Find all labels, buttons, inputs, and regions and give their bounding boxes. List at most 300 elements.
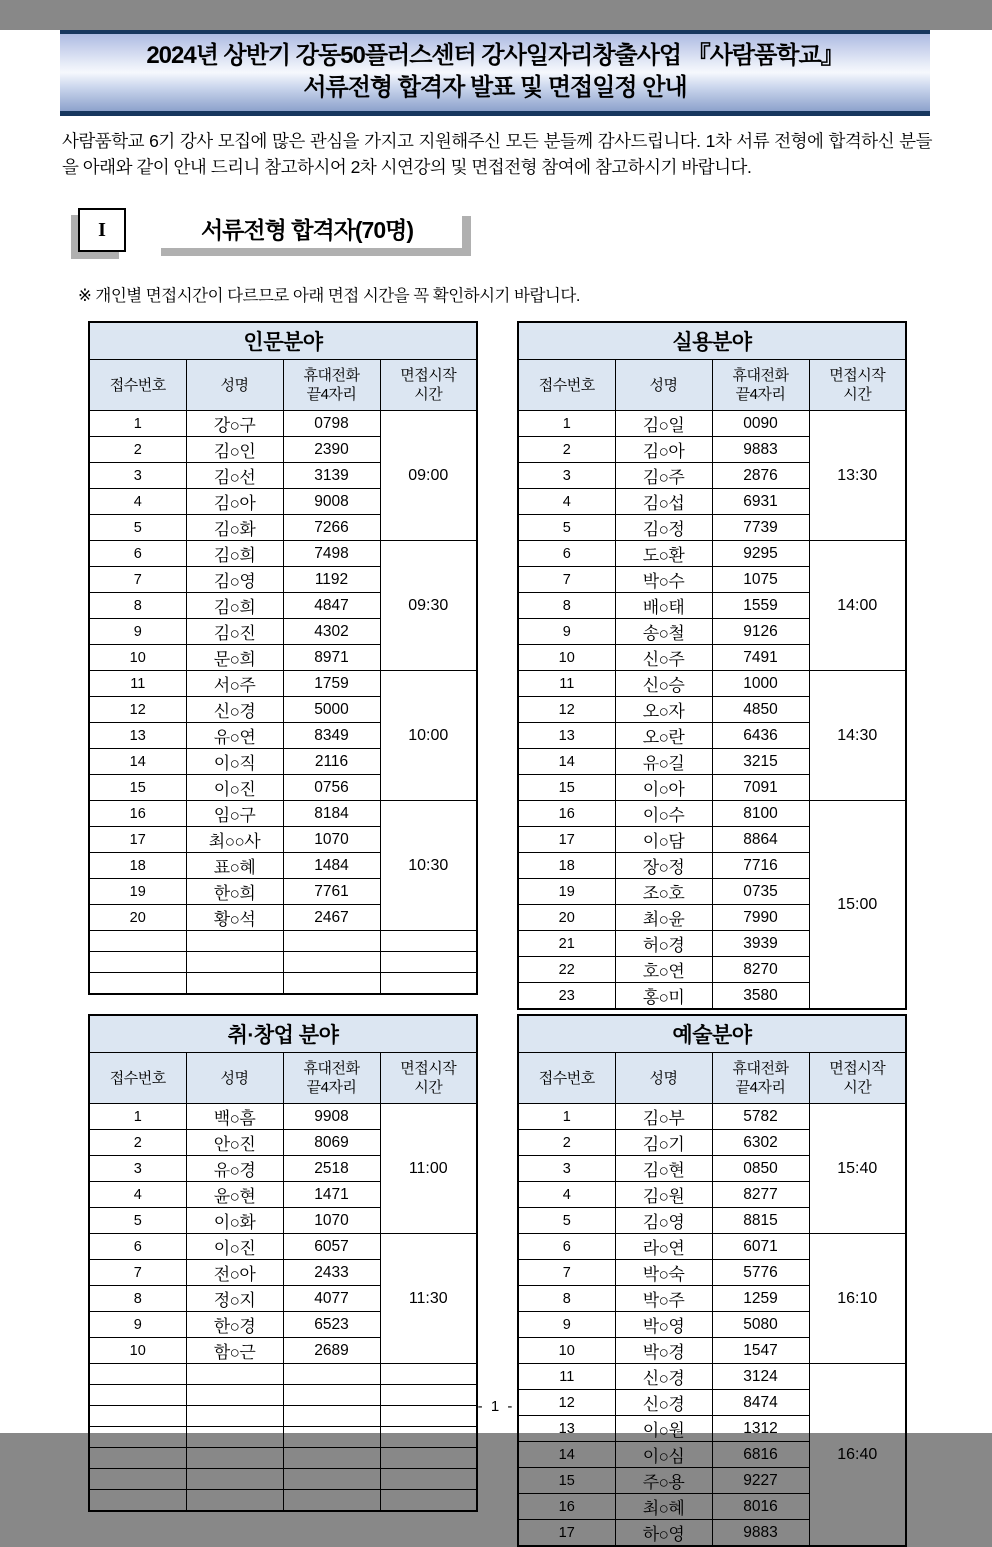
receipt-number-cell	[89, 952, 186, 973]
receipt-number-cell: 16	[89, 801, 186, 827]
applicant-table	[517, 1014, 907, 1547]
phone-cell: 8100	[712, 801, 809, 827]
receipt-number-cell: 7	[518, 1260, 615, 1286]
notice-text: ※ 개인별 면접시간이 다르므로 아래 면접 시간을 꼭 확인하시기 바랍니다.	[78, 287, 580, 305]
name-cell: 최○○사	[186, 827, 283, 853]
name-cell: 김○인	[186, 437, 283, 463]
receipt-number-cell: 5	[518, 1208, 615, 1234]
receipt-number-cell: 7	[89, 1260, 186, 1286]
interview-time-cell: 10:00	[380, 671, 477, 801]
table-row	[89, 1448, 477, 1469]
receipt-number-cell: 16	[518, 1494, 615, 1520]
name-cell: 안○진	[186, 1130, 283, 1156]
phone-cell: 8069	[283, 1130, 380, 1156]
table-row	[89, 1469, 477, 1490]
phone-cell: 4077	[283, 1286, 380, 1312]
col-header-time-line1: 면접시작	[829, 1060, 886, 1077]
phone-cell: 9883	[712, 437, 809, 463]
table-title: 실용분야	[518, 322, 906, 360]
name-cell: 김○현	[615, 1156, 712, 1182]
col-header-time-line1: 면접시작	[400, 367, 457, 384]
table-header-row	[89, 360, 477, 411]
table-row	[89, 801, 477, 827]
receipt-number-cell: 1	[89, 1104, 186, 1130]
name-cell: 오○란	[615, 723, 712, 749]
phone-cell: 2433	[283, 1260, 380, 1286]
receipt-number-cell: 9	[89, 619, 186, 645]
receipt-number-cell: 10	[89, 645, 186, 671]
receipt-number-cell: 1	[89, 411, 186, 437]
phone-cell: 9126	[712, 619, 809, 645]
name-cell: 서○주	[186, 671, 283, 697]
name-cell: 최○윤	[615, 905, 712, 931]
phone-cell: 5782	[712, 1104, 809, 1130]
receipt-number-cell: 11	[518, 671, 615, 697]
receipt-number-cell: 1	[518, 411, 615, 437]
name-cell: 박○숙	[615, 1260, 712, 1286]
name-cell: 김○희	[186, 593, 283, 619]
receipt-number-cell: 4	[89, 1182, 186, 1208]
phone-cell: 1070	[283, 1208, 380, 1234]
phone-cell: 0850	[712, 1156, 809, 1182]
receipt-number-cell: 7	[518, 567, 615, 593]
name-cell: 함○근	[186, 1338, 283, 1364]
name-cell	[186, 931, 283, 952]
col-header-time-line2: 시간	[414, 1079, 443, 1096]
interview-time-cell: 09:00	[380, 411, 477, 541]
name-cell: 하○영	[615, 1520, 712, 1547]
receipt-number-cell: 14	[89, 749, 186, 775]
phone-cell: 8277	[712, 1182, 809, 1208]
interview-time-cell	[380, 931, 477, 952]
col-header-interview-time	[809, 360, 906, 411]
receipt-number-cell: 13	[518, 723, 615, 749]
name-cell: 이○직	[186, 749, 283, 775]
interview-time-cell	[380, 1364, 477, 1385]
phone-cell: 6931	[712, 489, 809, 515]
name-cell: 김○영	[615, 1208, 712, 1234]
table-row	[518, 411, 906, 437]
table-practical	[517, 321, 907, 1010]
name-cell: 김○진	[186, 619, 283, 645]
name-cell: 한○경	[186, 1312, 283, 1338]
receipt-number-cell: 12	[518, 697, 615, 723]
name-cell: 유○경	[186, 1156, 283, 1182]
phone-cell: 2467	[283, 905, 380, 931]
phone-cell: 8270	[712, 957, 809, 983]
applicant-table	[517, 321, 907, 1010]
receipt-number-cell: 3	[518, 1156, 615, 1182]
table-row	[89, 541, 477, 567]
phone-cell: 3124	[712, 1364, 809, 1390]
table-header-row	[518, 360, 906, 411]
name-cell: 박○주	[615, 1286, 712, 1312]
name-cell: 유○길	[615, 749, 712, 775]
phone-cell: 7091	[712, 775, 809, 801]
receipt-number-cell: 8	[518, 1286, 615, 1312]
name-cell: 이○진	[186, 775, 283, 801]
table-row	[89, 973, 477, 995]
receipt-number-cell: 10	[518, 1338, 615, 1364]
receipt-number-cell	[89, 1364, 186, 1385]
phone-cell: 9295	[712, 541, 809, 567]
name-cell	[186, 1490, 283, 1512]
name-cell: 황○석	[186, 905, 283, 931]
receipt-number-cell: 2	[89, 1130, 186, 1156]
receipt-number-cell: 15	[89, 775, 186, 801]
receipt-number-cell: 14	[518, 749, 615, 775]
name-cell: 강○구	[186, 411, 283, 437]
title-line-2: 서류전형 합격자 발표 및 면접일정 안내	[303, 74, 687, 101]
receipt-number-cell: 21	[518, 931, 615, 957]
table-title: 예술분야	[518, 1015, 906, 1053]
name-cell: 김○영	[186, 567, 283, 593]
phone-cell: 2876	[712, 463, 809, 489]
name-cell: 김○정	[615, 515, 712, 541]
receipt-number-cell: 3	[89, 463, 186, 489]
phone-cell: 8184	[283, 801, 380, 827]
interview-time-cell: 15:00	[809, 801, 906, 1010]
name-cell: 백○흠	[186, 1104, 283, 1130]
col-header-time-line2: 시간	[843, 386, 872, 403]
col-header-phone	[712, 1053, 809, 1104]
col-header-name: 성명	[186, 1053, 283, 1104]
name-cell: 김○원	[615, 1182, 712, 1208]
phone-cell: 1000	[712, 671, 809, 697]
phone-cell: 6523	[283, 1312, 380, 1338]
intro-paragraph: 사람품학교 6기 강사 모집에 많은 관심을 가지고 지원해주신 모든 분들께 감사드립니다. 1차 서류 전형에 합격하신 분들을 아래와 같이 안내 드리니 참고하시어 2차 시연강의 및 면접전형 참여에 참고하시기 바랍니다.	[62, 131, 932, 177]
phone-cell: 0735	[712, 879, 809, 905]
phone-cell: 8864	[712, 827, 809, 853]
receipt-number-cell	[89, 1448, 186, 1469]
receipt-number-cell: 15	[518, 775, 615, 801]
name-cell: 이○원	[615, 1416, 712, 1442]
col-header-phone-line1: 휴대전화	[303, 367, 360, 384]
receipt-number-cell	[89, 1427, 186, 1448]
table-row	[89, 1234, 477, 1260]
name-cell: 박○수	[615, 567, 712, 593]
receipt-number-cell: 9	[89, 1312, 186, 1338]
phone-cell: 8971	[283, 645, 380, 671]
phone-cell: 7498	[283, 541, 380, 567]
phone-cell: 1559	[712, 593, 809, 619]
tables-row-top	[88, 321, 907, 1010]
name-cell: 조○호	[615, 879, 712, 905]
phone-cell	[283, 973, 380, 995]
table-startup	[88, 1014, 478, 1547]
receipt-number-cell	[89, 931, 186, 952]
interview-time-cell	[380, 1469, 477, 1490]
name-cell: 김○주	[615, 463, 712, 489]
phone-cell	[283, 931, 380, 952]
table-row	[89, 952, 477, 973]
name-cell: 신○경	[186, 697, 283, 723]
phone-cell: 1312	[712, 1416, 809, 1442]
phone-cell: 7491	[712, 645, 809, 671]
col-header-receipt-number: 접수번호	[518, 360, 615, 411]
phone-cell	[283, 1469, 380, 1490]
phone-cell: 2518	[283, 1156, 380, 1182]
name-cell: 오○자	[615, 697, 712, 723]
name-cell: 김○기	[615, 1130, 712, 1156]
table-row	[518, 801, 906, 827]
phone-cell: 1192	[283, 567, 380, 593]
receipt-number-cell: 16	[518, 801, 615, 827]
interview-time-cell: 11:00	[380, 1104, 477, 1234]
phone-cell: 4302	[283, 619, 380, 645]
phone-cell: 8016	[712, 1494, 809, 1520]
name-cell: 이○심	[615, 1442, 712, 1468]
col-header-name: 성명	[615, 360, 712, 411]
interview-time-cell: 13:30	[809, 411, 906, 541]
name-cell: 라○연	[615, 1234, 712, 1260]
phone-cell: 5000	[283, 697, 380, 723]
col-header-receipt-number: 접수번호	[518, 1053, 615, 1104]
receipt-number-cell: 5	[89, 1208, 186, 1234]
phone-cell: 5080	[712, 1312, 809, 1338]
name-cell: 김○희	[186, 541, 283, 567]
receipt-number-cell: 5	[89, 515, 186, 541]
receipt-number-cell: 20	[518, 905, 615, 931]
phone-cell: 3139	[283, 463, 380, 489]
interview-time-cell: 11:30	[380, 1234, 477, 1364]
interview-time-cell: 14:30	[809, 671, 906, 801]
receipt-number-cell	[89, 1469, 186, 1490]
interview-time-cell: 15:40	[809, 1104, 906, 1234]
receipt-number-cell: 10	[89, 1338, 186, 1364]
phone-cell: 0756	[283, 775, 380, 801]
name-cell	[186, 1469, 283, 1490]
interview-time-cell: 09:30	[380, 541, 477, 671]
phone-cell: 6057	[283, 1234, 380, 1260]
name-cell: 김○부	[615, 1104, 712, 1130]
name-cell: 배○태	[615, 593, 712, 619]
col-header-receipt-number: 접수번호	[89, 360, 186, 411]
document-title-banner	[60, 30, 930, 116]
phone-cell: 1075	[712, 567, 809, 593]
receipt-number-cell: 15	[518, 1468, 615, 1494]
receipt-number-cell: 23	[518, 983, 615, 1010]
name-cell: 김○선	[186, 463, 283, 489]
col-header-phone	[283, 360, 380, 411]
phone-cell	[283, 1448, 380, 1469]
phone-cell: 3215	[712, 749, 809, 775]
phone-cell: 3939	[712, 931, 809, 957]
receipt-number-cell: 2	[89, 437, 186, 463]
phone-cell: 1259	[712, 1286, 809, 1312]
table-header-row	[518, 1053, 906, 1104]
phone-cell: 6816	[712, 1442, 809, 1468]
phone-cell: 8349	[283, 723, 380, 749]
receipt-number-cell: 9	[518, 1312, 615, 1338]
col-header-time-line1: 면접시작	[829, 367, 886, 384]
name-cell: 신○주	[615, 645, 712, 671]
table-row	[89, 1427, 477, 1448]
table-row	[518, 1234, 906, 1260]
phone-cell: 1547	[712, 1338, 809, 1364]
phone-cell: 7990	[712, 905, 809, 931]
name-cell: 호○연	[615, 957, 712, 983]
phone-cell: 9008	[283, 489, 380, 515]
name-cell: 정○지	[186, 1286, 283, 1312]
col-header-phone	[283, 1053, 380, 1104]
receipt-number-cell: 6	[518, 541, 615, 567]
receipt-number-cell: 6	[89, 1234, 186, 1260]
receipt-number-cell: 9	[518, 619, 615, 645]
phone-cell: 9227	[712, 1468, 809, 1494]
phone-cell	[283, 1427, 380, 1448]
page-number: - 1 -	[477, 1398, 515, 1415]
receipt-number-cell: 11	[518, 1364, 615, 1390]
name-cell: 한○희	[186, 879, 283, 905]
phone-cell: 7761	[283, 879, 380, 905]
col-header-interview-time	[809, 1053, 906, 1104]
receipt-number-cell: 6	[518, 1234, 615, 1260]
table-row	[518, 1104, 906, 1130]
receipt-number-cell: 3	[89, 1156, 186, 1182]
receipt-number-cell: 22	[518, 957, 615, 983]
receipt-number-cell	[89, 973, 186, 995]
table-row	[518, 1364, 906, 1390]
table-title-row	[89, 322, 477, 360]
phone-cell: 0798	[283, 411, 380, 437]
name-cell: 허○경	[615, 931, 712, 957]
phone-cell: 2689	[283, 1338, 380, 1364]
receipt-number-cell: 18	[518, 853, 615, 879]
name-cell: 이○수	[615, 801, 712, 827]
name-cell: 유○연	[186, 723, 283, 749]
table-header-row	[89, 1053, 477, 1104]
interview-time-cell: 16:40	[809, 1364, 906, 1547]
name-cell: 표○혜	[186, 853, 283, 879]
name-cell: 주○용	[615, 1468, 712, 1494]
table-row	[518, 671, 906, 697]
receipt-number-cell: 13	[518, 1416, 615, 1442]
receipt-number-cell: 17	[89, 827, 186, 853]
name-cell: 장○정	[615, 853, 712, 879]
receipt-number-cell: 13	[89, 723, 186, 749]
col-header-time-line2: 시간	[414, 386, 443, 403]
receipt-number-cell: 2	[518, 1130, 615, 1156]
receipt-number-cell: 1	[518, 1104, 615, 1130]
col-header-name: 성명	[186, 360, 283, 411]
interview-time-cell	[380, 1427, 477, 1448]
name-cell: 김○일	[615, 411, 712, 437]
table-row	[89, 411, 477, 437]
section-numeral-box: I	[78, 208, 126, 252]
col-header-phone-line2: 끝4자리	[306, 1079, 357, 1096]
name-cell: 박○경	[615, 1338, 712, 1364]
phone-cell: 1070	[283, 827, 380, 853]
name-cell: 신○경	[615, 1390, 712, 1416]
name-cell: 김○아	[186, 489, 283, 515]
receipt-number-cell: 6	[89, 541, 186, 567]
receipt-number-cell: 17	[518, 827, 615, 853]
applicant-table	[88, 1014, 478, 1512]
phone-cell: 0090	[712, 411, 809, 437]
phone-cell: 4847	[283, 593, 380, 619]
phone-cell: 9883	[712, 1520, 809, 1547]
col-header-time-line2: 시간	[843, 1079, 872, 1096]
name-cell: 최○혜	[615, 1494, 712, 1520]
name-cell: 이○담	[615, 827, 712, 853]
receipt-number-cell: 2	[518, 437, 615, 463]
name-cell: 신○경	[615, 1364, 712, 1390]
name-cell: 김○섭	[615, 489, 712, 515]
table-title-row	[518, 1015, 906, 1053]
col-header-interview-time	[380, 1053, 477, 1104]
receipt-number-cell: 4	[518, 489, 615, 515]
phone-cell: 7716	[712, 853, 809, 879]
phone-cell: 3580	[712, 983, 809, 1010]
receipt-number-cell: 17	[518, 1520, 615, 1547]
name-cell: 김○아	[615, 437, 712, 463]
name-cell: 신○승	[615, 671, 712, 697]
col-header-name: 성명	[615, 1053, 712, 1104]
receipt-number-cell: 12	[89, 697, 186, 723]
phone-cell: 7266	[283, 515, 380, 541]
receipt-number-cell: 20	[89, 905, 186, 931]
interview-time-cell: 14:00	[809, 541, 906, 671]
col-header-receipt-number: 접수번호	[89, 1053, 186, 1104]
phone-cell: 1471	[283, 1182, 380, 1208]
receipt-number-cell: 5	[518, 515, 615, 541]
col-header-interview-time	[380, 360, 477, 411]
receipt-number-cell: 4	[89, 489, 186, 515]
name-cell: 박○영	[615, 1312, 712, 1338]
name-cell	[186, 1448, 283, 1469]
receipt-number-cell: 19	[89, 879, 186, 905]
receipt-number-cell: 4	[518, 1182, 615, 1208]
phone-cell: 2390	[283, 437, 380, 463]
table-row	[89, 931, 477, 952]
receipt-number-cell: 11	[89, 671, 186, 697]
col-header-phone-line2: 끝4자리	[735, 386, 786, 403]
table-humanities	[88, 321, 478, 1010]
receipt-number-cell: 3	[518, 463, 615, 489]
phone-cell: 8474	[712, 1390, 809, 1416]
phone-cell	[283, 1364, 380, 1385]
name-cell: 이○화	[186, 1208, 283, 1234]
phone-cell: 6436	[712, 723, 809, 749]
document-page	[0, 30, 992, 1544]
applicant-table	[88, 321, 478, 995]
receipt-number-cell	[89, 1490, 186, 1512]
table-row	[518, 541, 906, 567]
name-cell: 송○철	[615, 619, 712, 645]
phone-cell: 9908	[283, 1104, 380, 1130]
col-header-phone-line2: 끝4자리	[306, 386, 357, 403]
name-cell	[186, 952, 283, 973]
table-row	[89, 671, 477, 697]
name-cell: 도○환	[615, 541, 712, 567]
col-header-phone	[712, 360, 809, 411]
name-cell: 윤○현	[186, 1182, 283, 1208]
name-cell	[186, 973, 283, 995]
name-cell: 이○아	[615, 775, 712, 801]
interview-time-cell	[380, 1490, 477, 1512]
interview-time-cell: 16:10	[809, 1234, 906, 1364]
title-line-1: 2024년 상반기 강동50플러스센터 강사일자리창출사업 『사람품학교』	[146, 42, 844, 69]
receipt-number-cell: 8	[89, 1286, 186, 1312]
name-cell: 김○화	[186, 515, 283, 541]
table-row	[89, 1364, 477, 1385]
interview-time-cell	[380, 1448, 477, 1469]
table-title-row	[518, 322, 906, 360]
phone-cell: 5776	[712, 1260, 809, 1286]
phone-cell: 7739	[712, 515, 809, 541]
name-cell: 전○아	[186, 1260, 283, 1286]
